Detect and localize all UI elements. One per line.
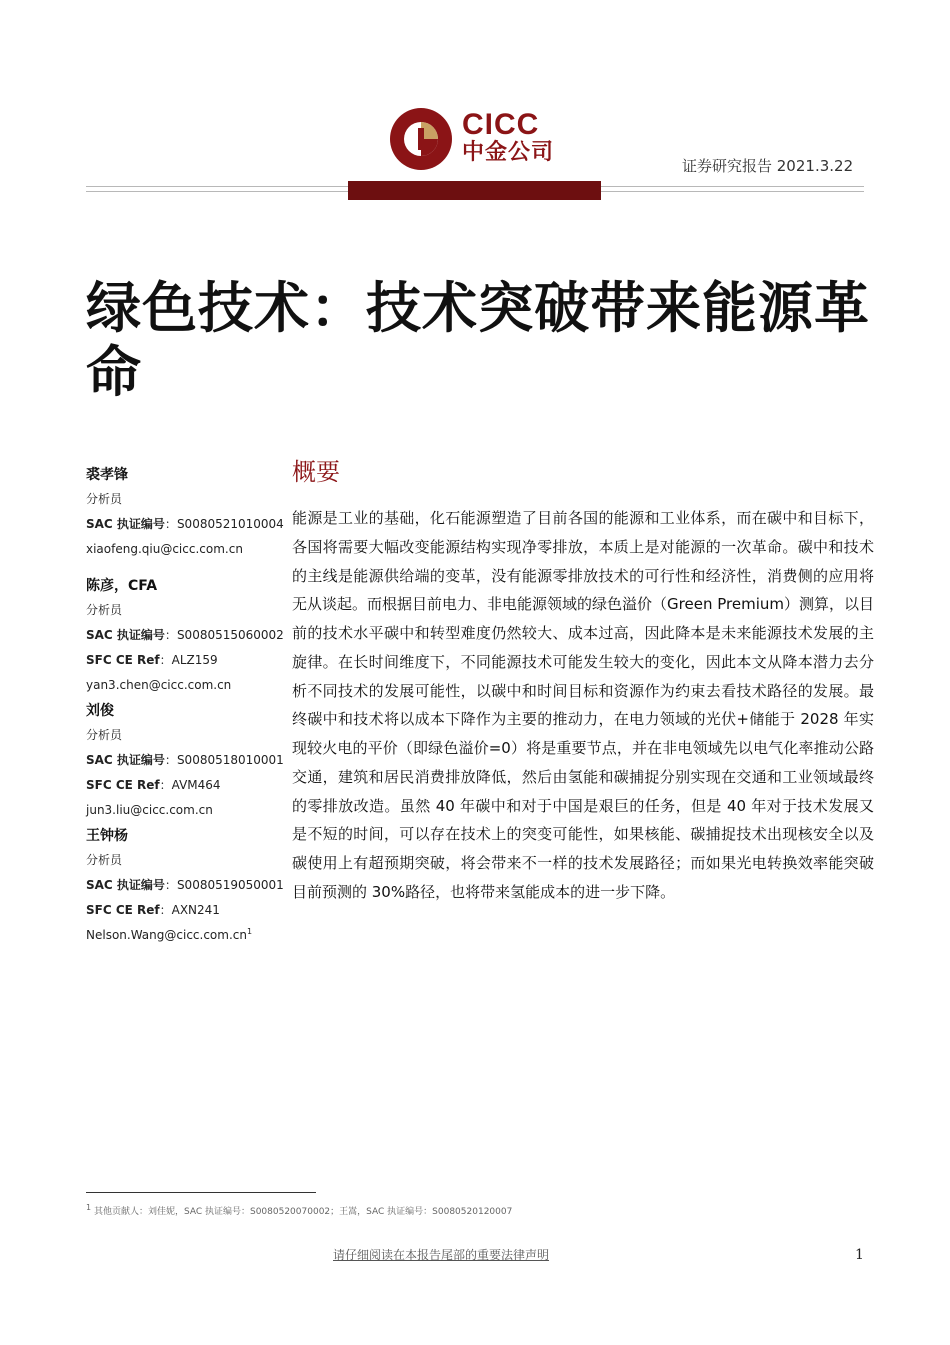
author-card xyxy=(86,702,286,827)
author-card xyxy=(86,577,286,702)
author-name: 陈彦，CFA xyxy=(86,578,158,594)
author-role: 分析员 xyxy=(86,728,123,742)
page-number: 1 xyxy=(855,1247,864,1263)
author-email-link[interactable]: Nelson.Wang@cicc.com.cn xyxy=(86,928,247,942)
summary-paragraph: 能源是工业的基础，化石能源塑造了目前各国的能源和工业体系，而在碳中和目标下，各国将需要大幅改变能源结构实现净零排放，本质上是对能源的一次革命。碳中和技术的主线是能源供给端的变革，没有能源零排放技术的可行性和经济性，消费侧的应用将无从谈起。而根据目前电力、非电能源领域的绿色溢价（Green Premium）测算，以目前的技术水平碳中和转型难度仍然较大、成本过高，因此降本是未来能源技术发展的主旋律。在长时间维度下，不同能源技术可能发生较大的变化，因此本文从降本潜力去分析不同技术的发展可能性，以碳中和时间目标和资源作为约束去看技术路径的发展。最终碳中和技术将以成本下降作为主要的推动力，在电力领域的光伏+储能于 2028 年实现较火电的平价（即绿色溢价=0）将是重要节点，并在非电领域先以电气化率推动公路交通，建筑和居民消费排放降低，然后由氢能和碳捕捉分别实现在交通和工业领域最终的零排放改造。虽然 40 年碳中和对于中国是艰巨的任务，但是 40 年对于技术发展又是不短的时间，可以存在技术上的突变可能性，如果核能、碳捕捉技术出现核安全以及碳使用上有超预期突破，将会带来不一样的技术发展路径；而如果光电转换效率能突破目前预测的 30%路径，也将带来氢能成本的进一步下降。 xyxy=(292,509,874,901)
author-credential: SFC CE Ref：AVM464 xyxy=(86,778,221,792)
footnote-text: 其他贡献人：刘佳妮，SAC 执证编号：S0080520070002；王嵩，SAC 执证编号：S0080520120007 xyxy=(93,1207,513,1217)
author-credential: SAC 执证编号：S0080518010001 xyxy=(86,753,284,767)
cicc-logo-icon xyxy=(390,108,452,170)
summary-heading: 概要 xyxy=(292,458,340,486)
author-credential: SAC 执证编号：S0080521010004 xyxy=(86,517,284,531)
author-email[interactable]: xiaofeng.qiu@cicc.com.cn xyxy=(86,542,243,556)
author-email[interactable]: yan3.chen@cicc.com.cn xyxy=(86,678,232,692)
footnote-mark: 1 xyxy=(246,927,253,936)
author-credential: SAC 执证编号：S0080515060002 xyxy=(86,628,284,642)
author-credential: SFC CE Ref：ALZ159 xyxy=(86,653,218,667)
author-credential: SFC CE Ref：AXN241 xyxy=(86,903,220,917)
author-name: 刘俊 xyxy=(86,703,114,719)
footnote xyxy=(86,1203,513,1218)
legal-disclaimer-link[interactable]: 请仔细阅读在本报告尾部的重要法律声明 xyxy=(333,1248,550,1262)
author-role: 分析员 xyxy=(86,603,123,617)
footnote-divider xyxy=(86,1192,316,1193)
header-accent-bar xyxy=(348,181,601,200)
author-email[interactable]: jun3.liu@cicc.com.cn xyxy=(86,803,213,817)
author-card xyxy=(86,466,286,566)
logo-text-cn: 中金公司 xyxy=(462,140,555,165)
author-card xyxy=(86,827,286,952)
report-type-date: 证券研究报告 2021.3.22 xyxy=(682,157,854,175)
footnote-number: 1 xyxy=(86,1203,92,1212)
author-name: 王钟杨 xyxy=(86,828,128,844)
report-title: 绿色技术：技术突破带来能源革命 xyxy=(86,276,871,404)
author-list xyxy=(86,466,286,952)
author-role: 分析员 xyxy=(86,853,123,867)
author-role: 分析员 xyxy=(86,492,123,506)
author-credential: SAC 执证编号：S0080519050001 xyxy=(86,878,284,892)
author-name: 裘孝锋 xyxy=(86,467,128,483)
author-email xyxy=(86,927,286,952)
logo-text-en: CICC xyxy=(462,108,540,141)
